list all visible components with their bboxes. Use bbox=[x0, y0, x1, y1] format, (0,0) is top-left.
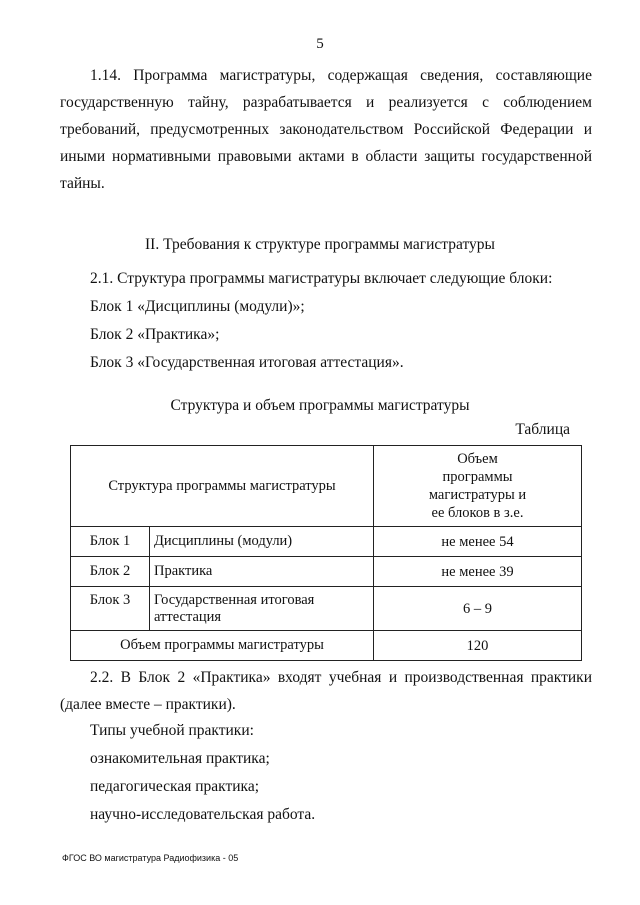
block-list-item: Блок 1 «Дисциплины (модули)»; bbox=[90, 298, 305, 315]
table-cell-block: Блок 1 bbox=[71, 527, 150, 557]
table-header-volume: Объем программы магистратуры и ее блоков в з.е. bbox=[374, 446, 582, 527]
table-cell-block: Блок 3 bbox=[71, 587, 150, 631]
block-list-item: Блок 3 «Государственная итоговая аттестация». bbox=[90, 354, 404, 371]
block-list-item: Блок 2 «Практика»; bbox=[90, 326, 220, 343]
table-total-value: 120 bbox=[374, 631, 582, 661]
table-row bbox=[71, 557, 582, 587]
paragraph-2-1: 2.1. Структура программы магистратуры включает следующие блоки: bbox=[90, 270, 553, 287]
paragraph-2-2: 2.2. В Блок 2 «Практика» входят учебная и производственная практики (далее вместе – практики). bbox=[60, 669, 592, 713]
table-label: Таблица bbox=[515, 421, 570, 438]
table-header-row bbox=[71, 446, 582, 527]
table-row bbox=[71, 527, 582, 557]
table-cell-name: Практика bbox=[150, 557, 374, 587]
table-cell-volume: не менее 39 bbox=[374, 557, 582, 587]
practice-type-item: научно-исследовательская работа. bbox=[90, 806, 316, 823]
table-total-row bbox=[71, 631, 582, 661]
table-total-label: Объем программы магистратуры bbox=[71, 631, 374, 661]
paragraph-1-14: 1.14. Программа магистратуры, содержащая сведения, составляющие государственную тайну, разрабатывается и реализуется с соблюдением требований, предусмотренных законодательством Российской Федерации и иными нормативными правовыми актами в области защиты государственной тайны. bbox=[60, 67, 592, 192]
table-cell-volume: 6 – 9 bbox=[374, 587, 582, 631]
table-header-structure: Структура программы магистратуры bbox=[71, 446, 374, 527]
practice-type-item: ознакомительная практика; bbox=[90, 750, 270, 767]
table-title: Структура и объем программы магистратуры bbox=[170, 397, 470, 414]
table-row bbox=[71, 587, 582, 631]
page-number: 5 bbox=[316, 36, 324, 52]
structure-table bbox=[70, 445, 582, 661]
footer-text: ФГОС ВО магистратура Радиофизика - 05 bbox=[62, 853, 239, 863]
practice-type-item: педагогическая практика; bbox=[90, 778, 260, 795]
practice-types-heading: Типы учебной практики: bbox=[90, 722, 254, 739]
section-heading: II. Требования к структуре программы магистратуры bbox=[145, 236, 495, 253]
table-cell-name: Государственная итоговая аттестация bbox=[150, 587, 374, 631]
table-cell-name: Дисциплины (модули) bbox=[150, 527, 374, 557]
table-cell-block: Блок 2 bbox=[71, 557, 150, 587]
table-cell-volume: не менее 54 bbox=[374, 527, 582, 557]
